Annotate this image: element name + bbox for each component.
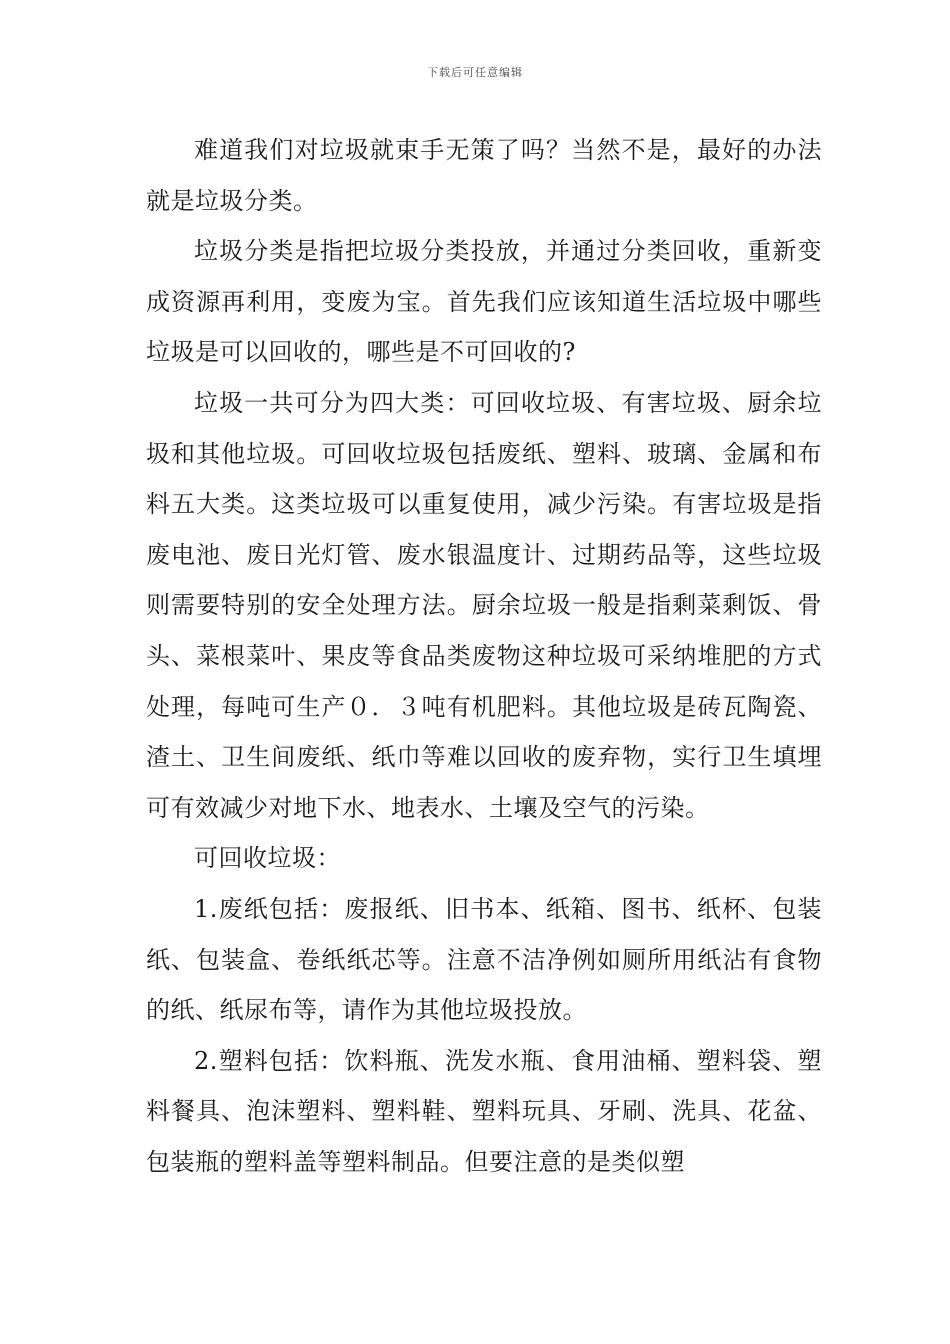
- document-body: [146, 125, 822, 1187]
- paragraph-plastic: 2.塑料包括：饮料瓶、洗发水瓶、食用油桶、塑料袋、塑料餐具、泡沫塑料、塑料鞋、塑料玩具、牙刷、洗具、花盆、包装瓶的塑料盖等塑料制品。但要注意的是类似塑: [146, 1046, 822, 1176]
- paragraph-paper: 1.废纸包括：废报纸、旧书本、纸箱、图书、纸杯、包装纸、包装盒、卷纸纸芯等。注意不洁净例如厕所用纸沾有食物的纸、纸尿布等，请作为其他垃圾投放。: [146, 894, 822, 1025]
- paragraph-recyclable-heading: 可回收垃圾：: [194, 844, 341, 873]
- page-header-note: 下载后可任意编辑: [427, 66, 523, 79]
- paragraph-categories: 垃圾一共可分为四大类：可回收垃圾、有害垃圾、厨余垃圾和其他垃圾。可回收垃圾包括废纸、塑料、玻璃、金属和布料五大类。这类垃圾可以重复使用，减少污染。有害垃圾是指废电池、废日光灯管、废水银温度计、过期药品等，这些垃圾则需要特别的安全处理方法。厨余垃圾一般是指剩菜剩饭、骨头、菜根菜叶、果皮等食品类废物这种垃圾可采纳堆肥的方式处理，每吨可生产０．３吨有机肥料。其他垃圾是砖瓦陶瓷、渣土、卫生间废纸、纸巾等难以回收的废弃物，实行卫生填埋可有效减少对地下水、地表水、土壤及空气的污染。: [146, 388, 822, 822]
- paragraph-intro: 难道我们对垃圾就束手无策了吗？当然不是，最好的办法就是垃圾分类。: [146, 136, 822, 215]
- paragraph-definition: 垃圾分类是指把垃圾分类投放，并通过分类回收，重新变成资源再利用，变废为宝。首先我们应该知道生活垃圾中哪些垃圾是可以回收的，哪些是不可回收的?: [146, 237, 822, 367]
